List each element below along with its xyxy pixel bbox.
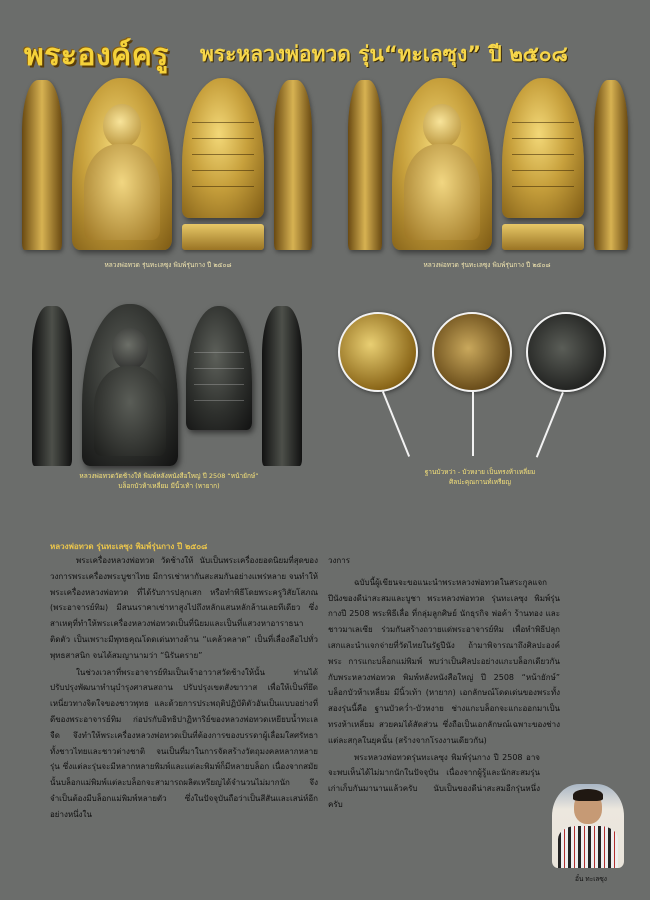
closeup-image-3: [526, 312, 606, 392]
amulet-side-right-image: [274, 80, 312, 250]
amulet-back-image: [502, 78, 584, 218]
photo-caption-line: บล็อกบัวห้าเหลี่ยม มีนิ้วเท้า (หายาก): [118, 481, 220, 490]
amulet-base-image: [502, 224, 584, 250]
leader-line: [382, 391, 410, 456]
amulet-base-image: [182, 224, 264, 250]
photo-caption: [330, 468, 630, 488]
amulet-side-left-image: [32, 306, 72, 466]
amulet-front-image: [392, 78, 492, 250]
photo-caption-line: หลวงพ่อทวดวัดช้างให้ พิมพ์หลังหนังสือใหญ่ ปี 2508 “หน้ายักษ์”: [79, 472, 259, 480]
leader-line: [472, 392, 474, 456]
author-signature: อั๋น ทะเลซุง: [575, 875, 607, 883]
photo-caption: หลวงพ่อทวด รุ่นทะเลซุง พิมพ์รุ่นกาง ปี ๒๕๐๘: [104, 261, 232, 269]
monk-figure: [84, 104, 160, 244]
amulet-side-right-image: [262, 306, 302, 466]
photo-caption: [28, 472, 310, 492]
photo-caption-line: ฐานบัวหว่า - บัวหงาย เป็นทรงห้าเหลี่ยม: [424, 468, 536, 476]
article-paragraph: ในช่วงเวลาที่พระอาจารย์ทิมเป็นเจ้าอาวาสวัดช้างให้นั้น ท่านได้ปรับปรุงพัฒนาทำนุบำรุงศาสนสถาน ปรับปรุงเขตสังฆาวาส เพื่อให้เป็นที่ยึดเหนี่ยวทางจิตใจของชาวพุทธ และด้วยการประพฤติปฏิบัติตัวอันเป็นแบบอย่างที่ดีของพระอาจารย์ทิม ก่อปรกับอิทธิปาฏิหาริย์ของหลวงพ่อทวดเหยียบน้ำทะเลจืด จึงทำให้พระเครื่องหลวงพ่อทวดเป็นที่ต้องการของบรรดาผู้เลื่อมใสศรัทธา ทั้งชาวไทยและชาวต่างชาติ จนเป็นที่มาในการจัดสร้างวัตถุมงคลหลากหลายรุ่น ซึ่งแต่ละรุ่นจะมีหลากหลายพิมพ์และแต่ละพิมพ์ก็มีหลายบล็อก เนื่องจากสมัยนั้นบล็อกแม่พิมพ์แต่ละบล็อกจะสามารถผลิตเหรียญได้จำนวนไม่มากนัก จึงจำเป็นต้องมีบล็อกแม่พิมพ์หลายตัว ซึ่งในปัจจุบันถือว่าเป็นสีสันและเสน่ห์อีกอย่างหนึ่งใน: [50, 667, 318, 819]
author-photo: [552, 784, 624, 868]
amulet-front-image: [72, 78, 172, 250]
amulet-front-image: [82, 304, 178, 466]
brand-logo: พระองค์ครู: [24, 38, 169, 73]
amulet-photo-gold-2: [340, 74, 634, 274]
article-paragraph: ฉบับนี้ผู้เขียนจะขอแนะนำพระหลวงพ่อทวดในสระกูลแจกปีนังของดีน่าสะสมและบูชา พระหลวงพ่อทวด รุ่นทะเลซุง พิมพ์รุ่นกางปี 2508 พระพิธีเลื่อ ที่กลุ่มลูกศิษย์ นักธุรกิจ พ่อค้า ร้านทอง และชาวมาเลเซีย ร่วมกันสร้างถวายแด่พระอาจารย์ทิม เพื่อทำพิธีปลุกเสกและนำแจกจ่ายที่วัดไทยในรัฐปีนัง ถ้ามาพิจารณาถึงศิลปะองค์พระ การแกะบล็อกแม่พิมพ์ พบว่าเป็นศิลปะอย่างแกะบล็อกเดียวกันกับพระหลวงพ่อทวด พิมพ์หลังหนังสือใหญ่ ปี 2508 “หน้ายักษ์” บล็อกบัวห้าเหลี่ยม มีนิ้วเท้า (หายาก) เอกลักษณ์โดดเด่นของพระทั้งสองรุ่นนี้คือ ฐานบัวคว่ำ-บัวหงาย ช่างแกะบล็อกจะแกะออกมาเป็นทรงห้าเหลี่ยม สวยคมได้สัดส่วน ซึ่งถือเป็นเอกลักษณ์เฉพาะของช่างแต่ละสกุลในยุคนั้น (สร้างจากโรงงานเดียวกัน): [328, 577, 560, 745]
article-column-right: [328, 553, 560, 814]
amulet-back-image: [186, 306, 252, 430]
article-paragraph: พระเครื่องหลวงพ่อทวด วัดช้างให้ นับเป็นพระเครื่องยอดนิยมที่สุดของวงการพระเครื่องพระบูชาไทย มีการเช่าหากันสะสมกันอย่างแพร่หลาย จนทำให้พระเครื่องหลวงพ่อทวด ที่ได้รับการปลุกเสก หรือทำพิธีโดยพระครูวิสัยโสภณ (พระอาจารย์ทิม) มีสนนราคาเช่าหาสูงไปถึงหลักแสนหลักล้านเลยทีเดียว ซึ่งสาเหตุที่ทำให้พระเครื่องหลวงพ่อทวดเป็นที่นิยมและเป็นที่แสวงหาอาราธนาติดตัว เป็นเพราะมีพุทธคุณโดดเด่นทางด้าน “แคล้วคลาด” เป็นที่เลื่องลือไปทั่วพุทธสาสนิก จนได้สมญานามว่า “นิรันตราย”: [50, 556, 318, 660]
leader-line: [536, 392, 564, 457]
photo-caption-line: ศิลปะคุณกานท์เหรียญ: [449, 477, 511, 486]
photo-caption: หลวงพ่อทวด รุ่นทะเลซุง พิมพ์รุ่นกาง ปี ๒๕๐๘: [423, 261, 551, 269]
amulet-side-right-image: [594, 80, 628, 250]
article-column-left: [50, 553, 318, 824]
amulet-side-left-image: [22, 80, 62, 250]
amulet-side-left-image: [348, 80, 382, 250]
amulet-photo-dark: [28, 302, 310, 498]
closeup-image-2: [432, 312, 512, 392]
monk-figure: [94, 328, 166, 460]
amulet-back-image: [182, 78, 264, 218]
amulet-photo-gold-1: [18, 74, 318, 274]
monk-figure: [404, 104, 480, 244]
article-section-title: หลวงพ่อทวด รุ่นทะเลซุง พิมพ์รุ่นกาง ปี ๒๕๐๘: [50, 542, 208, 551]
closeup-image-1: [338, 312, 418, 392]
article-paragraph: วงการ: [328, 556, 351, 565]
base-closeup-panel: [330, 302, 630, 502]
page-title: พระหลวงพ่อทวด รุ่น“ทะเลซุง” ปี ๒๕๐๘: [200, 42, 568, 66]
article-paragraph: พระหลวงพ่อทวดรุ่นทะเลซุง พิมพ์รุ่นกาง ปี 2508 อาจจะพบเห็นได้ไม่มากนักในปัจจุบัน เนื่องจากผู้รู้และนักสะสมรุ่นเก่าเก็บกันมานานแล้วครับ นับเป็นของดีน่าสะสมอีกรุ่นหนึ่งครับ: [328, 752, 540, 809]
